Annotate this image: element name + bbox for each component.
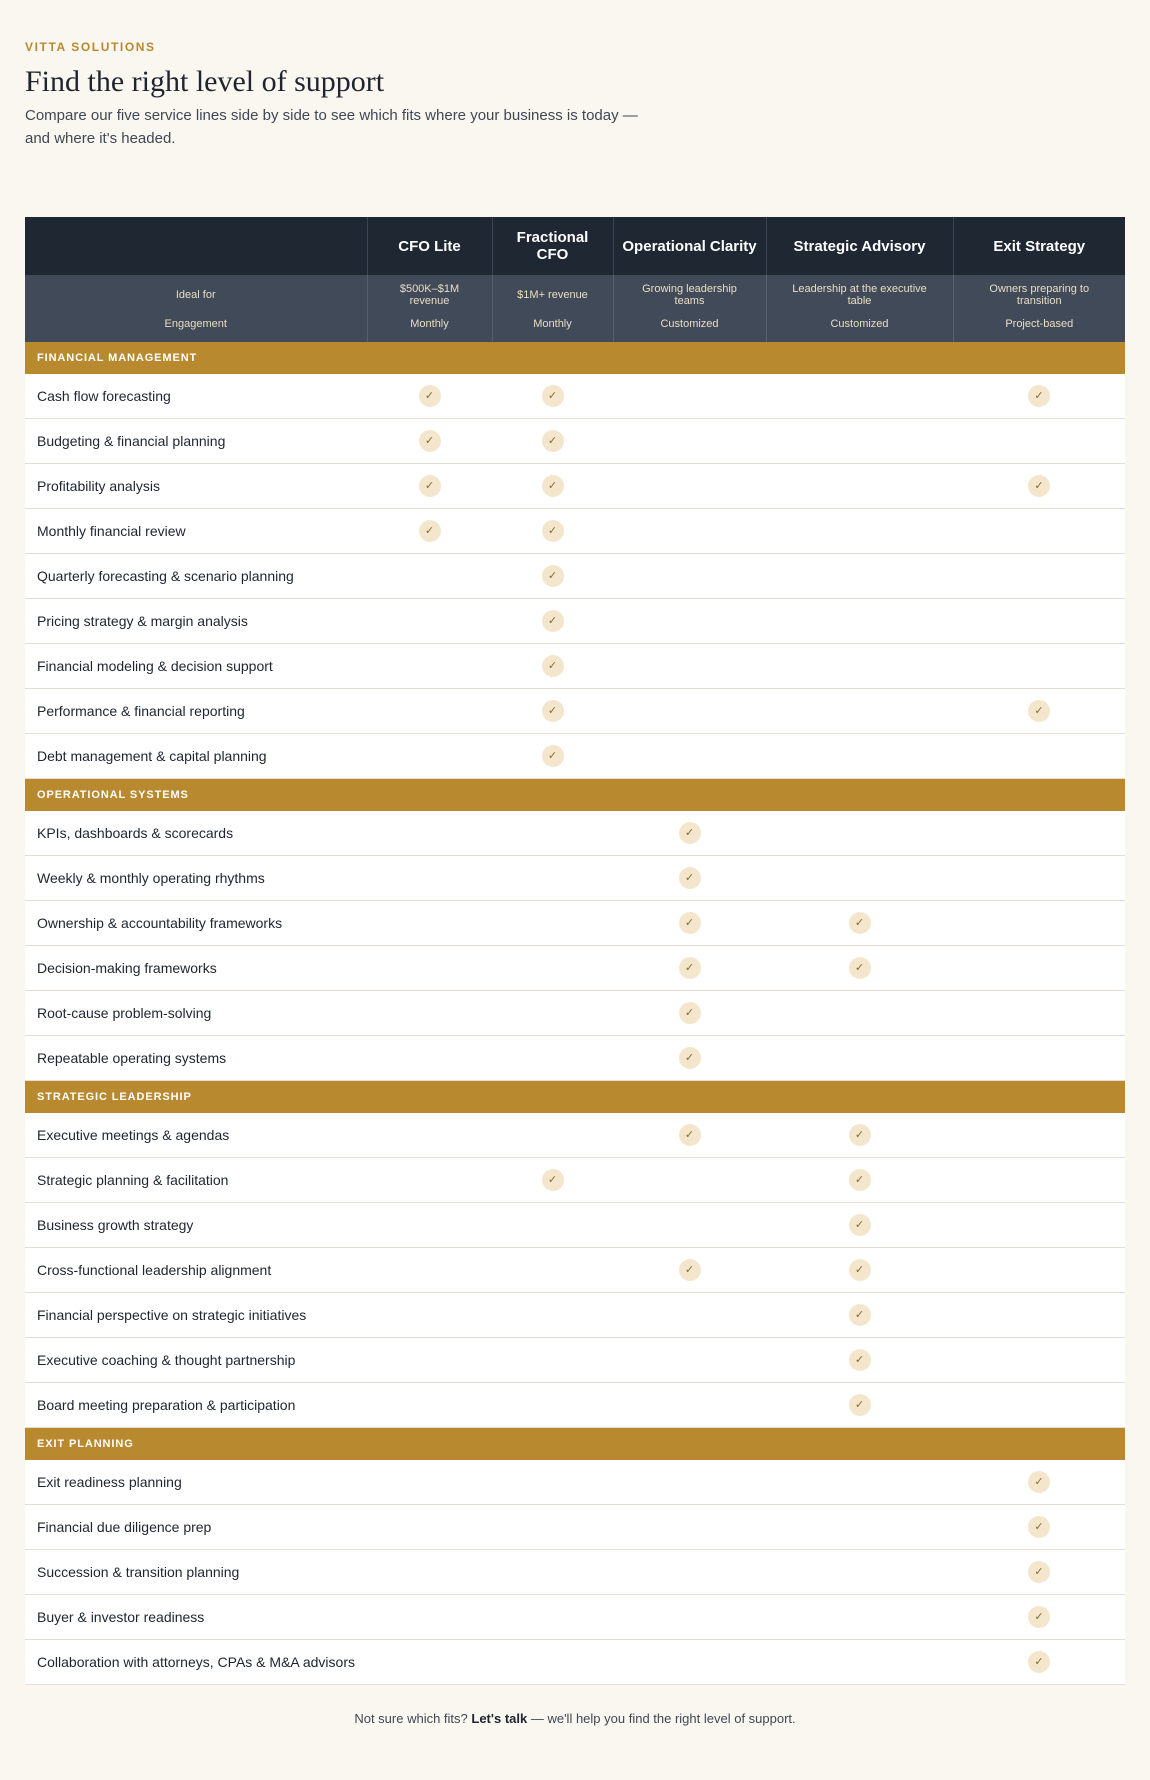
check-icon: ✓ — [419, 475, 441, 497]
check-cell — [613, 374, 766, 419]
table-row — [25, 464, 1125, 509]
ideal-for-label: Ideal for — [25, 275, 367, 315]
check-cell — [613, 901, 766, 946]
check-cell — [613, 644, 766, 689]
ideal-for-cell — [953, 275, 1125, 315]
check-icon: ✓ — [542, 430, 564, 452]
check-cell — [766, 689, 953, 734]
check-cell — [766, 509, 953, 554]
feature-label: Weekly & monthly operating rhythms — [25, 856, 367, 901]
check-cell — [613, 1640, 766, 1685]
check-icon: ✓ — [849, 957, 871, 979]
check-icon: ✓ — [542, 475, 564, 497]
check-cell — [613, 419, 766, 464]
engagement-label: Engagement — [25, 315, 367, 342]
feature-label: Debt management & capital planning — [25, 734, 367, 779]
check-cell — [953, 1640, 1125, 1685]
check-cell — [766, 946, 953, 991]
check-cell — [953, 946, 1125, 991]
check-icon: ✓ — [849, 1394, 871, 1416]
feature-label: Root-cause problem-solving — [25, 991, 367, 1036]
check-cell — [953, 1383, 1125, 1428]
check-cell — [953, 1595, 1125, 1640]
check-icon: ✓ — [849, 1349, 871, 1371]
section-title: FINANCIAL MANAGEMENT — [25, 342, 1125, 374]
check-icon: ✓ — [849, 1169, 871, 1191]
check-cell — [766, 991, 953, 1036]
table-row — [25, 946, 1125, 991]
feature-label: Executive meetings & agendas — [25, 1113, 367, 1158]
column-header-label: Fractional CFO — [516, 229, 589, 263]
check-cell — [492, 1640, 613, 1685]
check-cell — [492, 1158, 613, 1203]
table-row — [25, 1036, 1125, 1081]
table-row — [25, 1248, 1125, 1293]
table-row — [25, 1338, 1125, 1383]
check-cell — [953, 734, 1125, 779]
check-icon: ✓ — [679, 1259, 701, 1281]
check-cell — [953, 644, 1125, 689]
check-icon: ✓ — [849, 1124, 871, 1146]
feature-label: Financial modeling & decision support — [25, 644, 367, 689]
feature-label: Financial perspective on strategic initiatives — [25, 1293, 367, 1338]
table-row — [25, 689, 1125, 734]
engagement-row — [25, 315, 1125, 342]
table-row — [25, 419, 1125, 464]
table-row — [25, 991, 1125, 1036]
check-cell — [766, 1158, 953, 1203]
check-cell — [492, 1113, 613, 1158]
check-cell — [613, 1036, 766, 1081]
check-icon: ✓ — [679, 822, 701, 844]
check-cell — [953, 554, 1125, 599]
check-cell — [953, 509, 1125, 554]
check-cell — [367, 1248, 492, 1293]
check-icon: ✓ — [542, 520, 564, 542]
brand-label: VITTA SOLUTIONS — [25, 40, 156, 54]
header-row — [25, 217, 1125, 275]
table-row — [25, 1113, 1125, 1158]
check-icon: ✓ — [542, 745, 564, 767]
check-cell — [367, 811, 492, 856]
table-row — [25, 1293, 1125, 1338]
feature-label: Budgeting & financial planning — [25, 419, 367, 464]
feature-label: Cross-functional leadership alignment — [25, 1248, 367, 1293]
feature-label: Ownership & accountability frameworks — [25, 901, 367, 946]
check-cell — [492, 1248, 613, 1293]
feature-label: Pricing strategy & margin analysis — [25, 599, 367, 644]
feature-label: Collaboration with attorneys, CPAs & M&A advisors — [25, 1640, 367, 1685]
check-icon: ✓ — [1028, 1471, 1050, 1493]
check-cell — [766, 1293, 953, 1338]
feature-label: Financial due diligence prep — [25, 1505, 367, 1550]
check-cell — [492, 1036, 613, 1081]
check-cell — [367, 946, 492, 991]
check-cell — [953, 901, 1125, 946]
check-cell — [613, 1595, 766, 1640]
check-icon: ✓ — [542, 610, 564, 632]
table-body — [25, 342, 1125, 1685]
check-cell — [766, 644, 953, 689]
check-cell — [953, 599, 1125, 644]
engagement-value: Project-based — [953, 315, 1125, 342]
check-cell — [613, 1338, 766, 1383]
check-cell — [492, 374, 613, 419]
feature-label: Strategic planning & facilitation — [25, 1158, 367, 1203]
check-cell — [953, 1505, 1125, 1550]
check-cell — [766, 1505, 953, 1550]
check-cell — [766, 554, 953, 599]
column-header-exit-strategy: Exit Strategy — [953, 217, 1125, 275]
check-cell — [766, 734, 953, 779]
ideal-for-cell — [367, 275, 492, 315]
check-cell — [492, 1293, 613, 1338]
check-cell — [766, 856, 953, 901]
feature-label: Repeatable operating systems — [25, 1036, 367, 1081]
check-cell — [492, 1338, 613, 1383]
check-cell — [367, 464, 492, 509]
check-cell — [367, 1460, 492, 1505]
check-icon: ✓ — [542, 655, 564, 677]
lets-talk-link[interactable]: Let's talk — [471, 1711, 528, 1726]
check-cell — [953, 1036, 1125, 1081]
check-cell — [953, 856, 1125, 901]
check-cell — [492, 946, 613, 991]
check-cell — [953, 991, 1125, 1036]
column-header-operational-clarity: Operational Clarity — [613, 217, 766, 275]
section-title: EXIT PLANNING — [25, 1428, 1125, 1461]
subtitle-line-1: Compare our five service lines side by side to see which fits where your business is today — — [25, 107, 638, 124]
check-cell — [953, 374, 1125, 419]
check-icon: ✓ — [542, 565, 564, 587]
check-cell — [953, 1113, 1125, 1158]
comparison-table — [25, 217, 1125, 1685]
feature-label: Performance & financial reporting — [25, 689, 367, 734]
check-cell — [367, 509, 492, 554]
column-header-strategic-advisory: Strategic Advisory — [766, 217, 953, 275]
header-corner — [25, 217, 367, 275]
check-cell — [613, 856, 766, 901]
check-cell — [953, 1293, 1125, 1338]
check-icon: ✓ — [679, 957, 701, 979]
check-cell — [613, 1293, 766, 1338]
check-icon: ✓ — [1028, 475, 1050, 497]
check-cell — [613, 1113, 766, 1158]
feature-label: KPIs, dashboards & scorecards — [25, 811, 367, 856]
feature-label: Cash flow forecasting — [25, 374, 367, 419]
table-row — [25, 374, 1125, 419]
check-icon: ✓ — [679, 1124, 701, 1146]
check-cell — [492, 1505, 613, 1550]
feature-label: Board meeting preparation & participation — [25, 1383, 367, 1428]
table-row — [25, 1595, 1125, 1640]
check-cell — [766, 599, 953, 644]
check-cell — [766, 1640, 953, 1685]
footer-text-after: — we'll help you find the right level of support. — [527, 1711, 796, 1726]
check-cell — [766, 419, 953, 464]
ideal-for-cell — [766, 275, 953, 315]
check-cell — [367, 599, 492, 644]
check-cell — [766, 1113, 953, 1158]
check-icon: ✓ — [679, 912, 701, 934]
check-icon: ✓ — [1028, 1561, 1050, 1583]
page-title: Find the right level of support — [25, 65, 385, 98]
check-cell — [492, 554, 613, 599]
check-cell — [367, 419, 492, 464]
check-cell — [492, 811, 613, 856]
check-icon: ✓ — [849, 1214, 871, 1236]
feature-label: Monthly financial review — [25, 509, 367, 554]
table-row — [25, 599, 1125, 644]
check-cell — [367, 1640, 492, 1685]
check-icon: ✓ — [679, 1002, 701, 1024]
check-cell — [953, 1158, 1125, 1203]
column-header-cfo-lite: CFO Lite — [367, 217, 492, 275]
check-cell — [613, 689, 766, 734]
check-cell — [613, 1550, 766, 1595]
engagement-value: Customized — [613, 315, 766, 342]
check-cell — [766, 1338, 953, 1383]
feature-label: Decision-making frameworks — [25, 946, 367, 991]
check-cell — [367, 991, 492, 1036]
table-row — [25, 1383, 1125, 1428]
section-title: STRATEGIC LEADERSHIP — [25, 1081, 1125, 1114]
check-cell — [953, 1248, 1125, 1293]
check-cell — [613, 946, 766, 991]
column-header-fractional-cfo — [492, 217, 613, 275]
check-cell — [492, 991, 613, 1036]
table-row — [25, 856, 1125, 901]
check-icon: ✓ — [1028, 1606, 1050, 1628]
check-cell — [367, 901, 492, 946]
table-row — [25, 1460, 1125, 1505]
check-cell — [367, 1036, 492, 1081]
check-cell — [367, 644, 492, 689]
check-icon: ✓ — [1028, 385, 1050, 407]
check-cell — [492, 464, 613, 509]
engagement-value: Monthly — [492, 315, 613, 342]
feature-label: Business growth strategy — [25, 1203, 367, 1248]
table-row — [25, 644, 1125, 689]
check-cell — [492, 856, 613, 901]
section-header-row — [25, 342, 1125, 374]
check-cell — [766, 1460, 953, 1505]
feature-label: Profitability analysis — [25, 464, 367, 509]
feature-label: Buyer & investor readiness — [25, 1595, 367, 1640]
check-cell — [367, 734, 492, 779]
table-row — [25, 1158, 1125, 1203]
check-cell — [367, 1113, 492, 1158]
check-cell — [492, 901, 613, 946]
section-header-row — [25, 1428, 1125, 1461]
engagement-value: Monthly — [367, 315, 492, 342]
check-cell — [492, 1550, 613, 1595]
check-cell — [613, 734, 766, 779]
check-icon: ✓ — [849, 1304, 871, 1326]
check-cell — [953, 1460, 1125, 1505]
check-cell — [613, 1460, 766, 1505]
ideal-for-cell — [492, 275, 613, 315]
check-cell — [613, 991, 766, 1036]
footer-text-before: Not sure which fits? — [354, 1711, 472, 1726]
check-cell — [953, 1338, 1125, 1383]
check-icon: ✓ — [1028, 700, 1050, 722]
check-cell — [953, 811, 1125, 856]
check-cell — [613, 811, 766, 856]
check-cell — [766, 1383, 953, 1428]
table-row — [25, 1640, 1125, 1685]
check-cell — [953, 1550, 1125, 1595]
check-cell — [953, 419, 1125, 464]
page-subtitle — [25, 104, 645, 150]
ideal-for-row — [25, 275, 1125, 315]
check-cell — [766, 1036, 953, 1081]
check-icon: ✓ — [419, 520, 441, 542]
feature-label: Exit readiness planning — [25, 1460, 367, 1505]
check-cell — [613, 1158, 766, 1203]
ideal-for-value: $500K–$1M revenue — [399, 283, 460, 307]
check-cell — [367, 554, 492, 599]
check-cell — [367, 856, 492, 901]
check-cell — [613, 1505, 766, 1550]
feature-label: Quarterly forecasting & scenario planning — [25, 554, 367, 599]
check-cell — [492, 509, 613, 554]
check-cell — [367, 689, 492, 734]
ideal-for-value: Growing leadership teams — [642, 283, 737, 307]
section-header-row — [25, 779, 1125, 812]
check-cell — [492, 1203, 613, 1248]
check-icon: ✓ — [849, 912, 871, 934]
check-cell — [953, 464, 1125, 509]
check-cell — [766, 464, 953, 509]
check-cell — [953, 1203, 1125, 1248]
page — [25, 40, 1125, 1726]
section-title: OPERATIONAL SYSTEMS — [25, 779, 1125, 812]
check-icon: ✓ — [419, 430, 441, 452]
check-cell — [766, 901, 953, 946]
ideal-for-value: Owners preparing to transition — [989, 283, 1090, 307]
check-cell — [367, 1158, 492, 1203]
check-cell — [766, 1595, 953, 1640]
check-cell — [613, 509, 766, 554]
check-icon: ✓ — [542, 700, 564, 722]
feature-label: Executive coaching & thought partnership — [25, 1338, 367, 1383]
check-icon: ✓ — [849, 1259, 871, 1281]
check-cell — [613, 1248, 766, 1293]
check-cell — [613, 1203, 766, 1248]
ideal-for-value: $1M+ revenue — [517, 289, 588, 301]
check-cell — [367, 1338, 492, 1383]
check-cell — [766, 811, 953, 856]
ideal-for-value: Leadership at the executive table — [792, 283, 927, 307]
check-cell — [492, 419, 613, 464]
check-cell — [492, 1460, 613, 1505]
check-cell — [766, 1203, 953, 1248]
check-icon: ✓ — [679, 1047, 701, 1069]
check-icon: ✓ — [679, 867, 701, 889]
ideal-for-cell — [613, 275, 766, 315]
footer-note — [25, 1711, 1125, 1726]
check-icon: ✓ — [542, 1169, 564, 1191]
section-header-row — [25, 1081, 1125, 1114]
check-cell — [492, 689, 613, 734]
check-cell — [766, 1248, 953, 1293]
check-cell — [492, 1595, 613, 1640]
check-icon: ✓ — [419, 385, 441, 407]
check-cell — [613, 599, 766, 644]
check-cell — [492, 1383, 613, 1428]
table-row — [25, 734, 1125, 779]
table-row — [25, 509, 1125, 554]
table-row — [25, 1550, 1125, 1595]
check-cell — [613, 554, 766, 599]
engagement-value: Customized — [766, 315, 953, 342]
check-cell — [367, 1595, 492, 1640]
table-row — [25, 1203, 1125, 1248]
subtitle-line-2: and where it's headed. — [25, 130, 176, 147]
check-cell — [613, 464, 766, 509]
check-cell — [953, 689, 1125, 734]
table-row — [25, 554, 1125, 599]
check-cell — [766, 1550, 953, 1595]
check-icon: ✓ — [542, 385, 564, 407]
check-cell — [367, 1293, 492, 1338]
check-cell — [492, 644, 613, 689]
check-cell — [613, 1383, 766, 1428]
table-row — [25, 1505, 1125, 1550]
table-row — [25, 811, 1125, 856]
check-cell — [367, 374, 492, 419]
check-cell — [367, 1203, 492, 1248]
check-cell — [766, 374, 953, 419]
feature-label: Succession & transition planning — [25, 1550, 367, 1595]
check-cell — [367, 1383, 492, 1428]
check-cell — [367, 1550, 492, 1595]
check-icon: ✓ — [1028, 1516, 1050, 1538]
check-cell — [492, 734, 613, 779]
check-cell — [367, 1505, 492, 1550]
check-cell — [492, 599, 613, 644]
table-row — [25, 901, 1125, 946]
check-icon: ✓ — [1028, 1651, 1050, 1673]
